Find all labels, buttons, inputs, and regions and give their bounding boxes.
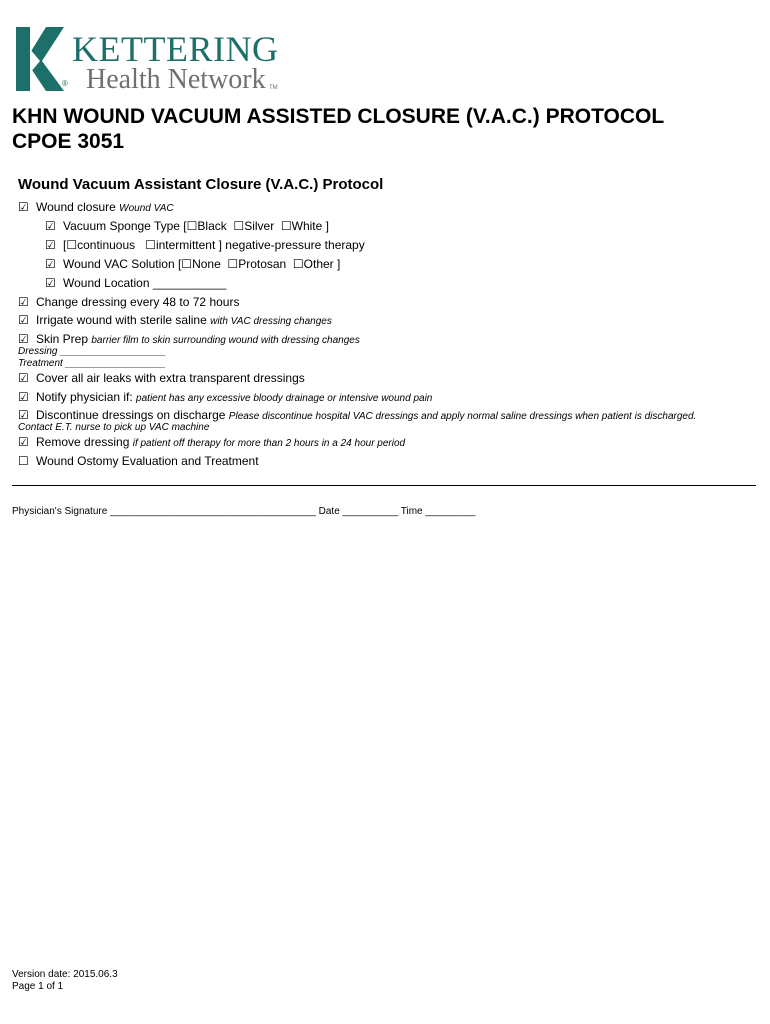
item-therapy: ☑ [☐continuous ☐intermittent ] negative-pressure therapy xyxy=(45,238,365,252)
title-line1: KHN WOUND VACUUM ASSISTED CLOSURE (V.A.C.) PROTOCOL xyxy=(12,105,665,128)
checkbox-white-icon[interactable]: ☐ xyxy=(280,219,292,233)
item-vac-solution: ☑ Wound VAC Solution [☐None ☐Protosan ☐Other ] xyxy=(45,257,341,271)
checkbox-black-icon[interactable]: ☐ xyxy=(186,219,198,233)
item-skin-prep: ☑ Skin Prep barrier film to skin surrounding wound with dressing changes xyxy=(18,332,360,346)
treatment-line: Treatment __________________ xyxy=(18,358,166,369)
checkbox-intermittent-icon[interactable]: ☐ xyxy=(145,238,156,252)
divider xyxy=(12,485,756,486)
registered-mark: ® xyxy=(62,79,68,88)
item-remove: ☑ Remove dressing if patient off therapy for more than 2 hours in a 24 hour period xyxy=(18,435,406,449)
item-notify: ☑ Notify physician if: patient has any excessive bloody drainage or intensive wound pain xyxy=(18,390,433,404)
checkbox-checked-icon[interactable]: ☑ xyxy=(45,257,56,271)
checkbox-checked-icon[interactable]: ☑ xyxy=(45,219,56,233)
trademark-mark: TM xyxy=(269,85,278,91)
contact-line: Contact E.T. nurse to pick up VAC machine xyxy=(18,422,210,433)
checkbox-checked-icon[interactable]: ☑ xyxy=(18,200,29,214)
item-wound-location: ☑ Wound Location ___________ xyxy=(45,276,227,290)
checkbox-continuous-icon[interactable]: ☐ xyxy=(66,238,78,252)
checkbox-checked-icon[interactable]: ☑ xyxy=(18,408,29,422)
page-number: Page 1 of 1 xyxy=(12,981,64,992)
checkbox-checked-icon[interactable]: ☑ xyxy=(18,435,29,449)
checkbox-protosan-icon[interactable]: ☐ xyxy=(227,257,239,271)
section-title: Wound Vacuum Assistant Closure (V.A.C.) Protocol xyxy=(18,176,384,193)
checkbox-other-icon[interactable]: ☐ xyxy=(292,257,304,271)
checkbox-checked-icon[interactable]: ☑ xyxy=(45,238,56,252)
checkbox-checked-icon[interactable]: ☑ xyxy=(18,295,29,309)
item-ostomy: ☐ Wound Ostomy Evaluation and Treatment xyxy=(18,454,259,468)
item-change-dressing: ☑ Change dressing every 48 to 72 hours xyxy=(18,295,240,309)
checkbox-unchecked-icon[interactable]: ☐ xyxy=(18,454,29,468)
logo-line1: KETTERING xyxy=(72,29,279,69)
checkbox-checked-icon[interactable]: ☑ xyxy=(18,390,29,404)
item-irrigate: ☑ Irrigate wound with sterile saline with VAC dressing changes xyxy=(18,313,332,327)
checkbox-silver-icon[interactable]: ☐ xyxy=(233,219,245,233)
kettering-logo-icon xyxy=(10,27,66,91)
page-title xyxy=(12,104,664,154)
checkbox-checked-icon[interactable]: ☑ xyxy=(18,313,29,327)
dressing-line: Dressing ___________________ xyxy=(18,346,166,357)
checkbox-checked-icon[interactable]: ☑ xyxy=(18,371,29,385)
logo-line2: Health Network xyxy=(86,64,266,95)
item-sponge-type: ☑ Vacuum Sponge Type [☐Black ☐Silver ☐White ] xyxy=(45,219,329,233)
item-wound-closure: ☑ Wound closure Wound VAC xyxy=(18,200,174,214)
item-cover-leaks: ☑ Cover all air leaks with extra transparent dressings xyxy=(18,371,305,385)
signature-line: Physician's Signature _____________________________________ Date __________ Time _________ xyxy=(12,506,476,517)
checkbox-checked-icon[interactable]: ☑ xyxy=(45,276,56,290)
title-line2: CPOE 3051 xyxy=(12,130,125,153)
checkbox-none-icon[interactable]: ☐ xyxy=(181,257,193,271)
item-discontinue: ☑ Discontinue dressings on discharge Please discontinue hospital VAC dressings and apply normal saline dressings when patient is discharged. xyxy=(18,408,697,422)
kettering-logo xyxy=(10,25,280,95)
version-date: Version date: 2015.06.3 xyxy=(12,969,118,980)
checkbox-checked-icon[interactable]: ☑ xyxy=(18,332,29,346)
